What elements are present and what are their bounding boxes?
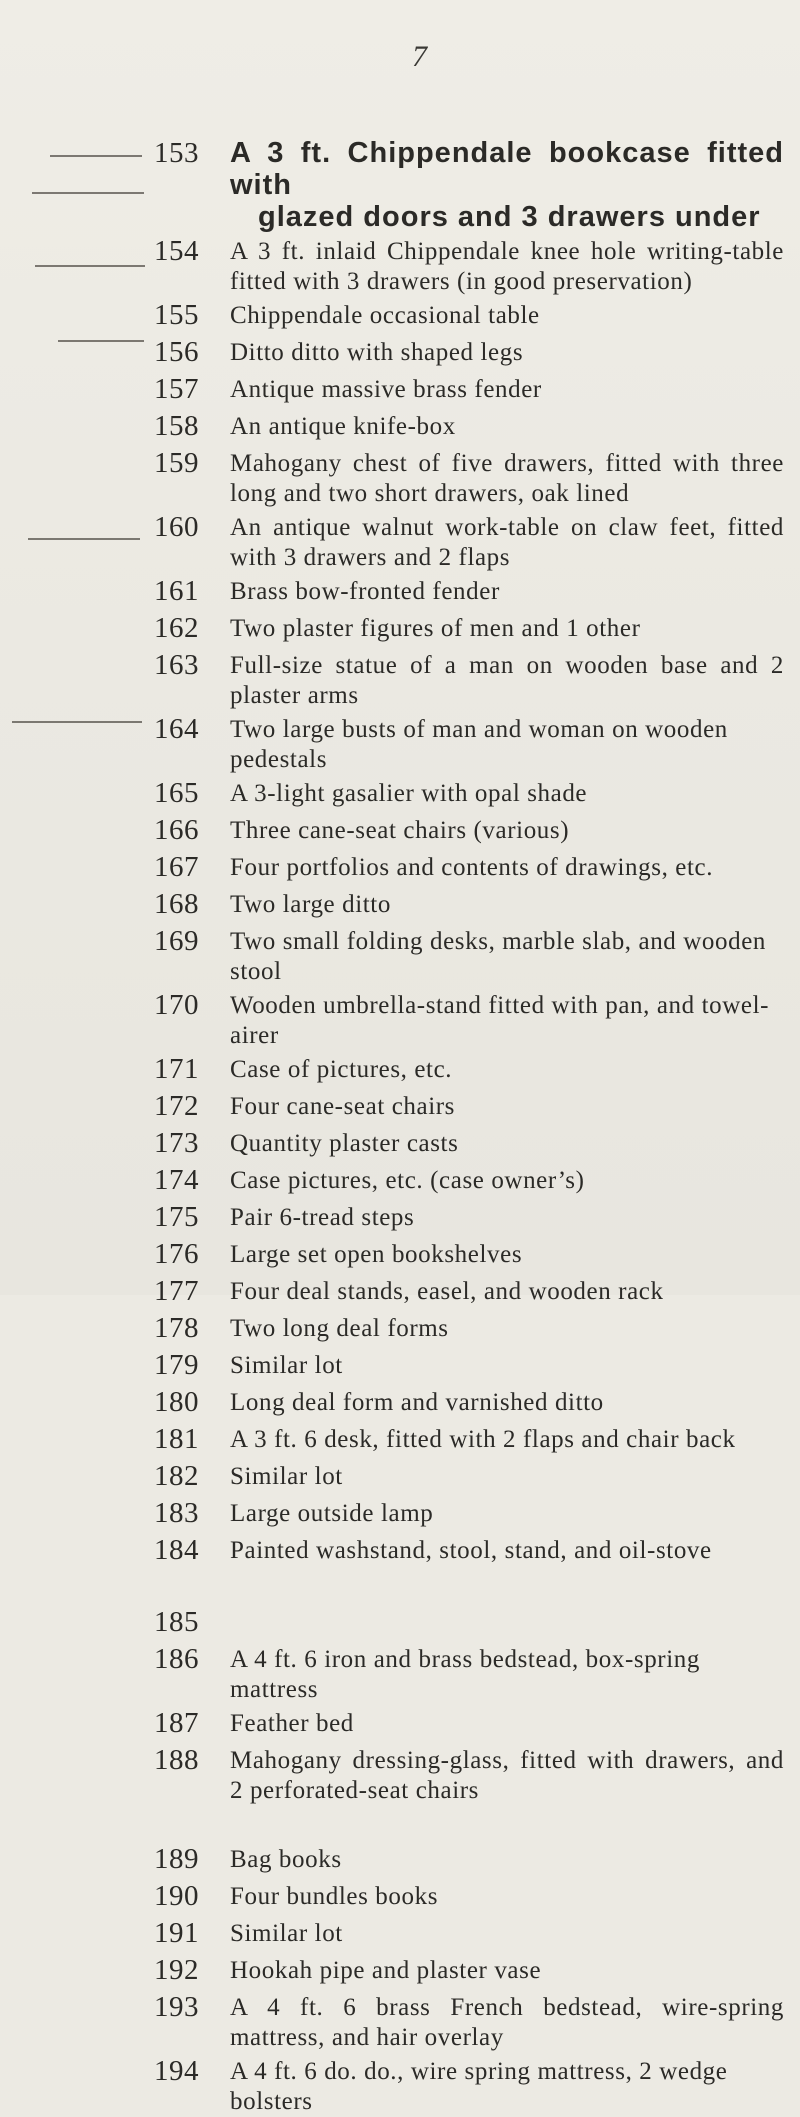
lot-entry <box>0 1641 800 1705</box>
lot-entry <box>0 1310 800 1347</box>
lot-number: 172 <box>154 1090 199 1122</box>
lot-entry <box>0 233 800 297</box>
lot-description: Wooden umbrella-stand fitted with pan, and towel-airer <box>230 992 770 1049</box>
lot-number: 157 <box>154 373 199 405</box>
lot-description: An antique knife-box <box>230 413 456 440</box>
lot-entry <box>0 573 800 610</box>
lot-description-continuation: glazed doors and 3 drawers under <box>258 201 761 233</box>
lot-number: 193 <box>154 1991 199 2023</box>
lot-number: 158 <box>154 410 199 442</box>
lot-description: Three cane-seat chairs (various) <box>230 817 570 844</box>
lot-number: 188 <box>154 1744 199 1776</box>
lot-entry <box>0 711 800 775</box>
lot-entry <box>0 1742 800 1806</box>
lot-description: Painted washstand, stool, stand, and oil-stove <box>230 1537 712 1564</box>
lot-entry <box>0 2053 800 2117</box>
lot-number: 180 <box>154 1386 199 1418</box>
lot-number: 178 <box>154 1312 199 1344</box>
lot-description: Quantity plaster casts <box>230 1130 459 1157</box>
lot-number: 177 <box>154 1275 199 1307</box>
lot-description: Four cane-seat chairs <box>230 1093 456 1120</box>
lot-number: 160 <box>154 511 199 543</box>
lot-entry <box>0 297 800 334</box>
lot-description: Ditto ditto with shaped legs <box>230 339 524 366</box>
lot-number: 183 <box>154 1497 199 1529</box>
lot-number: 170 <box>154 989 199 1021</box>
lot-number: 192 <box>154 1954 199 1986</box>
lot-number: 179 <box>154 1349 199 1381</box>
lot-description: Hookah pipe and plaster vase <box>230 1957 542 1984</box>
lot-entry <box>0 1236 800 1273</box>
lot-number: 168 <box>154 888 199 920</box>
lot-entry <box>0 135 800 233</box>
lot-number: 187 <box>154 1707 199 1739</box>
lot-entry <box>0 1952 800 1989</box>
lot-description: Brass bow-fronted fender <box>230 578 500 605</box>
lot-description: Two long deal forms <box>230 1315 449 1342</box>
lot-number: 163 <box>154 649 199 681</box>
lot-number: 156 <box>154 336 199 368</box>
lot-entry <box>0 1051 800 1088</box>
lot-description: Large outside lamp <box>230 1500 434 1527</box>
lot-description: Two small folding desks, marble slab, and wooden stool <box>230 928 766 985</box>
lot-entry <box>0 1878 800 1915</box>
lot-number: 155 <box>154 299 199 331</box>
lot-number: 190 <box>154 1880 199 1912</box>
lot-number: 161 <box>154 575 199 607</box>
lot-number: 191 <box>154 1917 199 1949</box>
lot-description-line: A 3 ft. Chippendale bookcase fitted with <box>230 137 784 201</box>
lot-number: 173 <box>154 1127 199 1159</box>
lot-description: Case of pictures, etc. <box>230 1056 453 1083</box>
page-number: 7 <box>412 40 427 73</box>
lot-description: Similar lot <box>230 1920 343 1947</box>
lot-description: Four bundles books <box>230 1883 439 1910</box>
lot-description: Feather bed <box>230 1710 354 1737</box>
lot-description: A 4 ft. 6 do. do., wire spring mattress, 2 wedge bolsters <box>230 2058 728 2115</box>
lot-entry <box>0 371 800 408</box>
lot-description: Long deal form and varnished ditto <box>230 1389 604 1416</box>
lot-entry <box>0 1989 800 2053</box>
lot-number: 154 <box>154 235 199 267</box>
lot-description: Antique massive brass fender <box>230 376 542 403</box>
lot-number: 169 <box>154 925 199 957</box>
lot-number: 194 <box>154 2055 199 2087</box>
lot-number: 162 <box>154 612 199 644</box>
lot-entry <box>0 1705 800 1742</box>
lot-description: An antique walnut work-table on claw feet, fitted with 3 drawers and 2 flaps <box>230 514 784 571</box>
lot-entry <box>0 1088 800 1125</box>
lot-description: Mahogany dressing-glass, fitted with drawers, and 2 perforated-seat chairs <box>230 1747 784 1804</box>
lot-entry <box>0 812 800 849</box>
lot-description <box>230 135 784 233</box>
lot-entry <box>0 610 800 647</box>
lot-description: Case pictures, etc. (case owner’s) <box>230 1167 585 1194</box>
lot-number: 167 <box>154 851 199 883</box>
lot-description: A 4 ft. 6 iron and brass bedstead, box-spring mattress <box>230 1646 700 1703</box>
lot-number: 176 <box>154 1238 199 1270</box>
lot-entry <box>0 445 800 509</box>
lot-number: 171 <box>154 1053 199 1085</box>
lot-description: Four portfolios and contents of drawings, etc. <box>230 854 714 881</box>
lot-description: Two large busts of man and woman on wooden pedestals <box>230 716 728 773</box>
lot-number: 181 <box>154 1423 199 1455</box>
lot-entry <box>0 334 800 371</box>
lot-description: A 3 ft. 6 desk, fitted with 2 flaps and chair back <box>230 1426 736 1453</box>
lot-entry <box>0 647 800 711</box>
lot-entry <box>0 509 800 573</box>
lot-list <box>0 135 800 2117</box>
lot-description: Similar lot <box>230 1352 343 1379</box>
lot-entry <box>0 1604 800 1641</box>
lot-entry <box>0 1384 800 1421</box>
lot-description: Large set open bookshelves <box>230 1241 523 1268</box>
lot-entry <box>0 1532 800 1569</box>
lot-entry <box>0 987 800 1051</box>
lot-entry <box>0 775 800 812</box>
lot-description: Two large ditto <box>230 891 391 918</box>
lot-number: 186 <box>154 1643 199 1675</box>
lot-description: Mahogany chest of five drawers, fitted with three long and two short drawers, oak lined <box>230 450 784 507</box>
lot-description: Four deal stands, easel, and wooden rack <box>230 1278 664 1305</box>
lot-number: 182 <box>154 1460 199 1492</box>
lot-description: A 4 ft. 6 brass French bedstead, wire-spring mattress, and hair overlay <box>230 1994 784 2051</box>
lot-number: 166 <box>154 814 199 846</box>
lot-description: A 3-light gasalier with opal shade <box>230 780 588 807</box>
lot-description: Similar lot <box>230 1463 343 1490</box>
lot-entry <box>0 1458 800 1495</box>
lot-entry <box>0 1915 800 1952</box>
lot-entry <box>0 1162 800 1199</box>
lot-description: Two plaster figures of men and 1 other <box>230 615 641 642</box>
lot-number: 153 <box>154 137 199 169</box>
lot-entry <box>0 1199 800 1236</box>
lot-number: 189 <box>154 1843 199 1875</box>
lot-number: 184 <box>154 1534 199 1566</box>
lot-description: Bag books <box>230 1846 342 1873</box>
lot-entry <box>0 1421 800 1458</box>
lot-entry <box>0 849 800 886</box>
lot-description: A 3 ft. inlaid Chippendale knee hole writing-table fitted with 3 drawers (in good preservation) <box>230 238 784 295</box>
lot-number: 174 <box>154 1164 199 1196</box>
lot-description <box>230 1604 784 1608</box>
lot-description: Chippendale occasional table <box>230 302 540 329</box>
lot-number: 165 <box>154 777 199 809</box>
lot-entry <box>0 1273 800 1310</box>
lot-entry <box>0 923 800 987</box>
lot-entry <box>0 1841 800 1878</box>
lot-number: 185 <box>154 1606 199 1638</box>
lot-number: 175 <box>154 1201 199 1233</box>
lot-entry <box>0 886 800 923</box>
lot-entry <box>0 408 800 445</box>
lot-number: 159 <box>154 447 199 479</box>
lot-description: Pair 6-tread steps <box>230 1204 415 1231</box>
lot-entry <box>0 1125 800 1162</box>
lot-number: 164 <box>154 713 199 745</box>
lot-description: Full-size statue of a man on wooden base and 2 plaster arms <box>230 652 784 709</box>
lot-entry <box>0 1347 800 1384</box>
lot-entry <box>0 1495 800 1532</box>
